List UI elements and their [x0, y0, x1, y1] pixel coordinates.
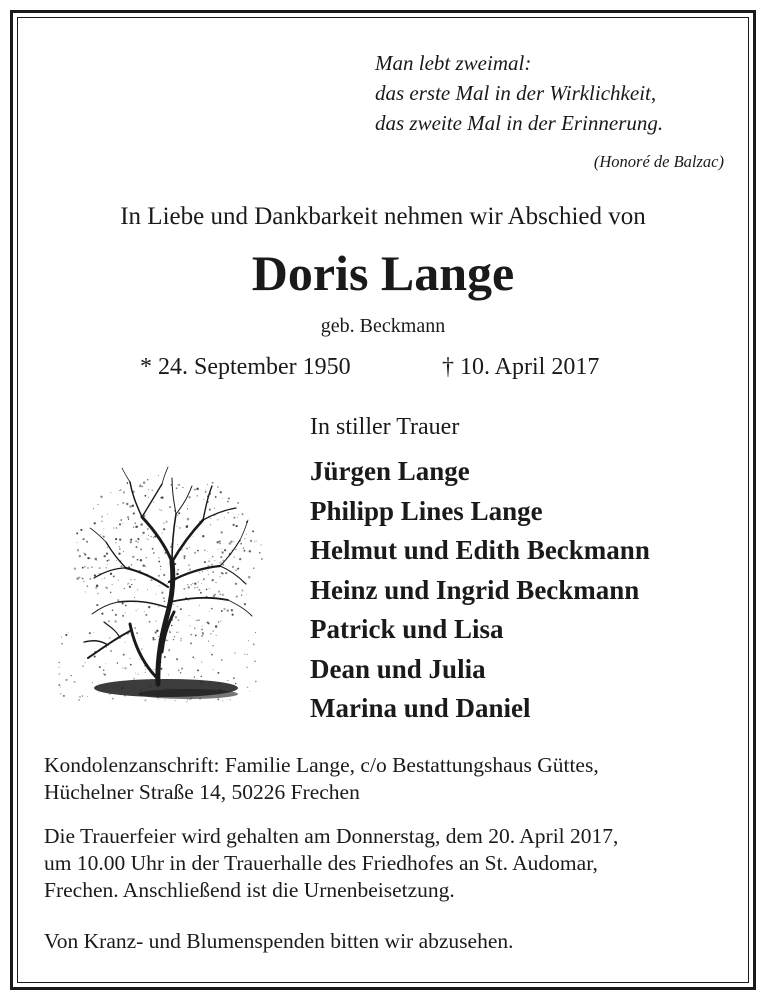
mourner-name: Philipp Lines Lange [310, 495, 543, 526]
intro-text: In Liebe und Dankbarkeit nehmen wir Abschied von [120, 203, 646, 230]
quote-line: Man lebt zweimal: [375, 51, 532, 75]
deceased-name: Doris Lange [251, 245, 515, 301]
mourner-name: Helmut und Edith Beckmann [310, 535, 650, 565]
tree-trunk-and-branches [84, 467, 252, 684]
epigraph-quote [375, 48, 735, 138]
quote-line: das zweite Mal in der Erinnerung. [375, 111, 664, 135]
condolence-line: Kondolenzanschrift: Familie Lange, c/o Bestattungshaus Güttes, [44, 753, 599, 777]
service-line: Die Trauerfeier wird gehalten am Donnerstag, dem 20. April 2017, [44, 824, 619, 848]
mourner-name: Patrick und Lisa [310, 614, 504, 644]
quote-line: das erste Mal in der Wirklichkeit, [375, 81, 657, 105]
quote-author: (Honoré de Balzac) [593, 152, 724, 171]
condolence-address [44, 752, 744, 806]
maiden-name: geb. Beckmann [320, 315, 446, 337]
funeral-service-info [44, 823, 744, 904]
mourner-name: Marina und Daniel [310, 693, 531, 723]
mourners-list [310, 452, 650, 729]
birth-date: * 24. September 1950 [140, 354, 351, 380]
service-line: um 10.00 Uhr in der Trauerhalle des Friedhofes an St. Audomar, [44, 851, 598, 875]
flowers-note: Von Kranz- und Blumenspenden bitten wir abzusehen. [44, 929, 514, 953]
bare-tree-icon [38, 462, 273, 722]
service-line: Frechen. Anschließend ist die Urnenbeisetzung. [44, 878, 455, 902]
mourner-name: Dean und Julia [310, 653, 486, 684]
death-date: † 10. April 2017 [442, 354, 600, 380]
mourner-name: Jürgen Lange [310, 456, 470, 486]
mourning-label: In stiller Trauer [310, 414, 460, 440]
condolence-line: Hüchelner Straße 14, 50226 Frechen [44, 780, 360, 804]
mourner-name: Heinz und Ingrid Beckmann [310, 574, 640, 605]
